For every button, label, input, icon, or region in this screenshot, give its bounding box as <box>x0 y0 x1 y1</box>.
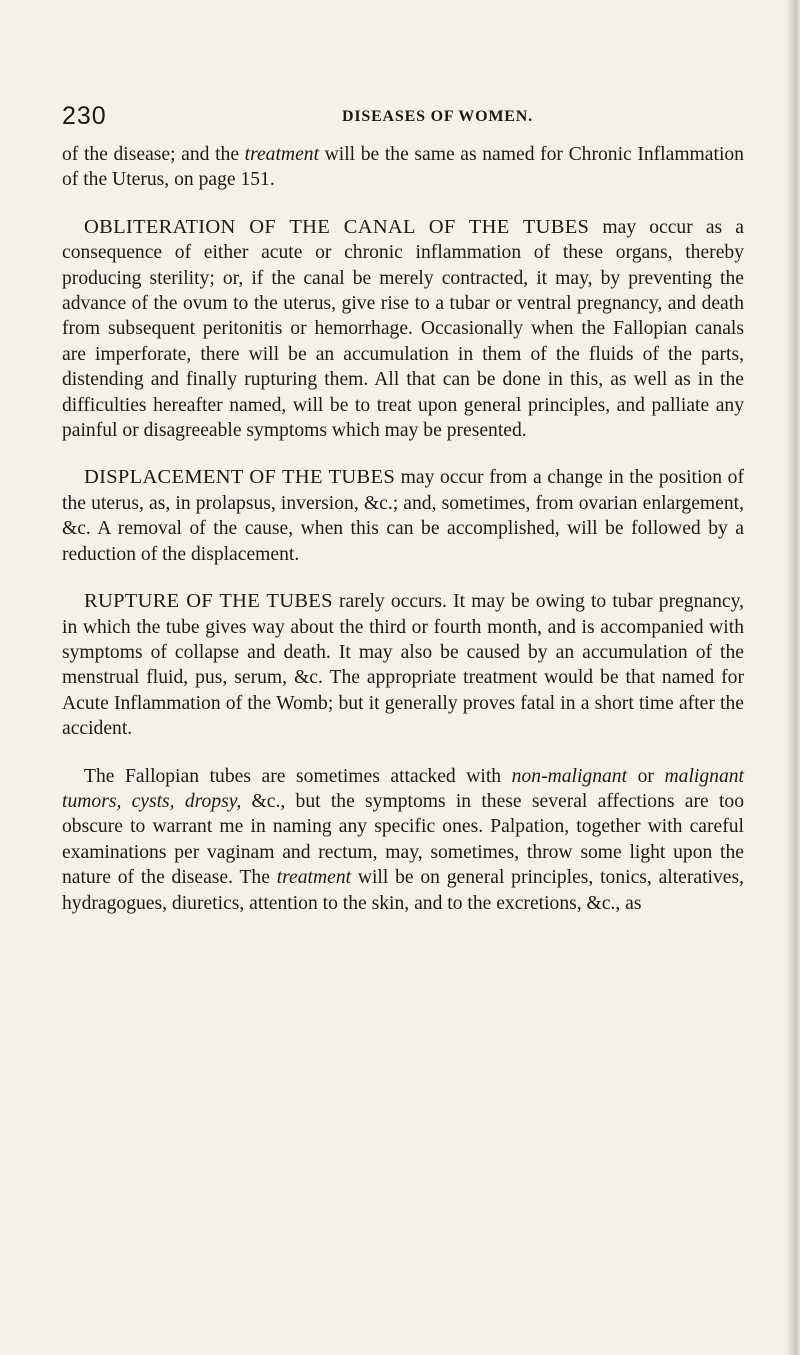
text-run: or <box>627 765 665 787</box>
paragraph-rupture <box>62 589 744 741</box>
text-run: of the disease; and the <box>62 144 245 165</box>
section-heading-rupture: RUPTURE OF THE TUBES <box>84 590 333 613</box>
italic-run: treatment <box>276 867 352 889</box>
page-header <box>62 102 742 136</box>
text-run: may occur from a change in the position of the uterus, as, in prolapsus, inversion, &c.; and, sometimes, from ovarian enlargement, &c. A removal of the cause, when this can be accomplished, will be followed by a reduction of the displacement. <box>62 467 744 565</box>
text-run: will be on general principles, tonics, alteratives, hydragogues, diuretics, attention to the skin, and to the excretions, &c., as <box>62 867 744 914</box>
text-run: &c., but the symptoms in these several affections are too obscure to warrant me in naming any specific ones. Palpation, together with careful examinations per vaginam and rectum, may, sometimes, throw some light upon the nature of the disease. The <box>62 790 745 889</box>
paragraph-obliteration <box>62 215 744 444</box>
page-number: 230 <box>62 102 107 130</box>
section-heading-obliteration: OBLITERATION OF THE CANAL OF THE TUBES <box>84 215 590 238</box>
text-run: will be the same as named for Chronic Inflammation of the Uterus, on page 151. <box>62 144 744 191</box>
page-edge-shadow <box>786 0 800 1355</box>
paragraph-displacement <box>62 465 744 567</box>
italic-run: treatment <box>244 144 320 165</box>
paragraph-continuation <box>62 142 744 193</box>
paragraph-tumors <box>62 764 744 916</box>
running-title: DISEASES OF WOMEN. <box>342 108 533 125</box>
italic-run: malignant tumors, cysts, dropsy, <box>62 765 744 812</box>
text-run: may occur as a consequence of either acute or chronic inflammation of these organs, thereby producing sterility; or, if the canal be merely contracted, it may, by preventing the advance of the ovum to the uterus, give rise to a tubar or ventral pregnancy, and death from subsequent peritonitis or hemorrhage. Occasionally when the Fallopian canals are imperforate, there will be an accumulation in them of the fluids of the parts, distending and finally rupturing them. All that can be done in this, as well as in the difficulties hereafter named, will be to treat upon general principles, and palliate any painful or disagreeable symptoms which may be presented. <box>62 216 744 442</box>
italic-run: non-malignant <box>511 765 628 787</box>
section-heading-displacement: DISPLACEMENT OF THE TUBES <box>84 466 396 489</box>
page-body <box>62 142 744 938</box>
text-run: rarely occurs. It may be owing to tubar pregnancy, in which the tube gives way about the third or fourth month, and is accompanied with symptoms of collapse and death. It may also be caused by an accumulation of the menstrual fluid, pus, serum, &c. The appropriate treatment would be that named for Acute Inflammation of the Womb; but it generally proves fatal in a short time after the accident. <box>62 591 745 740</box>
text-run: The Fallopian tubes are sometimes attacked with <box>84 765 512 787</box>
